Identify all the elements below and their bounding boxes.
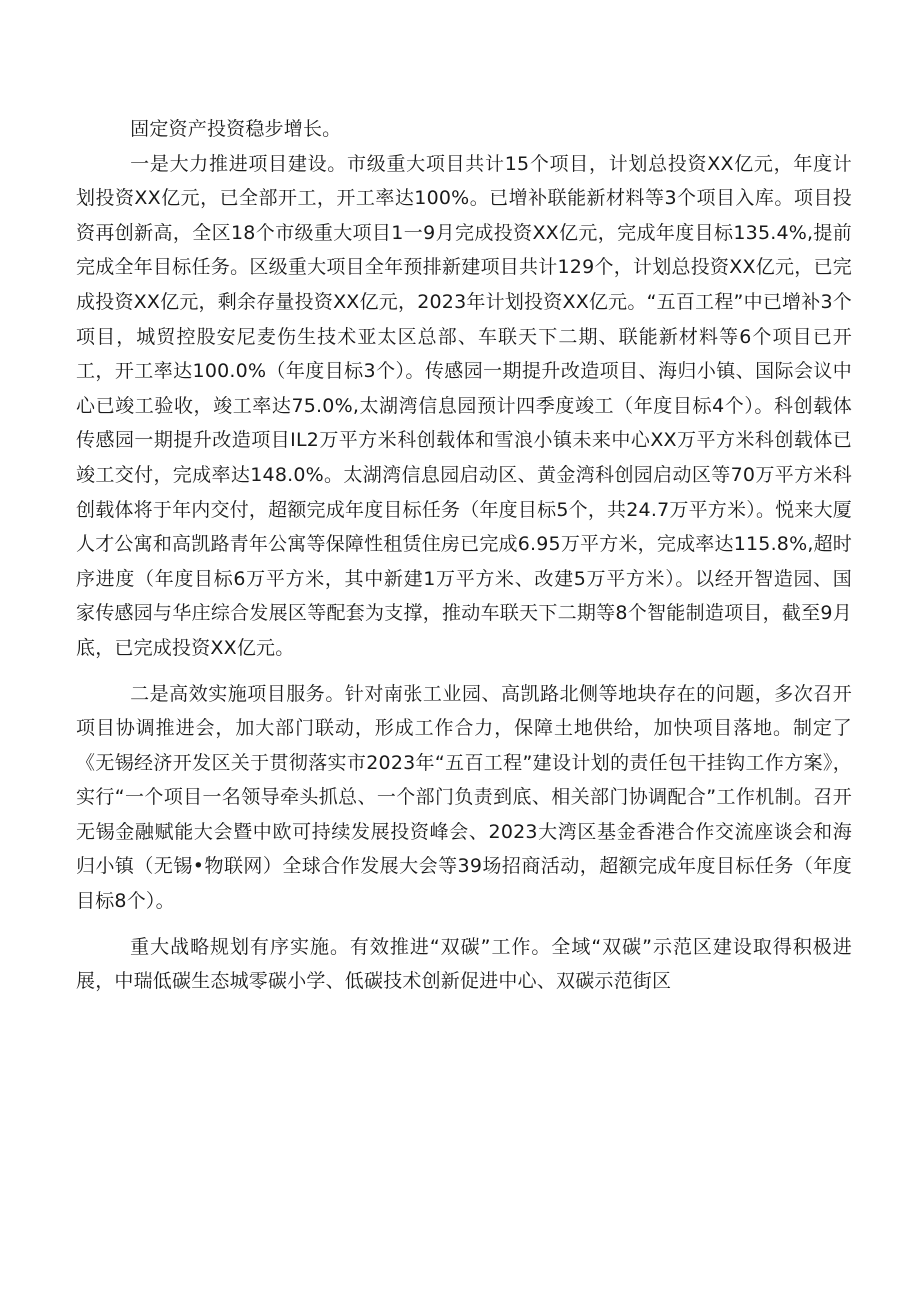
paragraph-project-construction: 一是大力推进项目建设。市级重大项目共计15个项目，计划总投资XX亿元，年度计划投资XX亿元，已全部开工，开工率达100%。已增补联能新材料等3个项目入库。项目投资再创新高，全区18个市级重大项目1一9月完成投资XX亿元，完成年度目标135.4%,提前完成全年目标任务。区级重大项目全年预排新建项目共计129个，计划总投资XX亿元，已完成投资XX亿元，剩余存量投资XX亿元，2023年计划投资XX亿元。“五百工程”中已增补3个项目，城贸控股安尼麦伤生技术亚太区总部、车联天下二期、联能新材料等6个项目已开工，开工率达100.0%（年度目标3个）。传感园一期提升改造项目、海归小镇、国际会议中心已竣工验收，竣工率达75.0%,太湖湾信息园预计四季度竣工（年度目标4个）。科创载体传感园一期提升改造项目IL2万平方米科创载体和雪浪小镇未来中心XX万平方米科创载体已竣工交付，完成率达148.0%。太湖湾信息园启动区、黄金湾科创园启动区等70万平方米科创载体将于年内交付，超额完成年度目标任务（年度目标5个，共24.7万平方米）。悦来大厦人才公寓和高凯路青年公寓等保障性租赁住房已完成6.95万平方米，完成率达115.8%,超时序进度（年度目标6万平方米，其中新建1万平方米、改建5万平方米）。以经开智造园、国家传感园与华庄综合发展区等配套为支撑，推动车联天下二期等8个智能制造项目，截至9月底，已完成投资XX亿元。 xyxy=(76,152,852,659)
paragraph-strategic-planning: 重大战略规划有序实施。有效推进“双碳”工作。全域“双碳”示范区建设取得积极进展，中瑞低碳生态城零碳小学、低碳技术创新促进中心、双碳示范街区 xyxy=(76,935,852,993)
paragraph-project-service: 二是高效实施项目服务。针对南张工业园、高凯路北侧等地块存在的问题，多次召开项目协调推进会，加大部门联动，形成工作合力，保障土地供给，加快项目落地。制定了《无锡经济开发区关于贯彻落实市2023年“五百工程”建设计划的责任包干挂钩工作方案》，实行“一个项目一名领导牵头抓总、一个部门负责到底、相关部门协调配合”工作机制。召开无锡金融赋能大会暨中欧可持续发展投资峰会、2023大湾区基金香港合作交流座谈会和海归小镇（无锡•物联网）全球合作发展大会等39场招商活动，超额完成年度目标任务（年度目标8个）。 xyxy=(76,682,852,913)
paragraph-fixed-asset-investment: 固定资产投资稳步增长。 xyxy=(130,118,342,140)
document-body xyxy=(76,112,852,999)
